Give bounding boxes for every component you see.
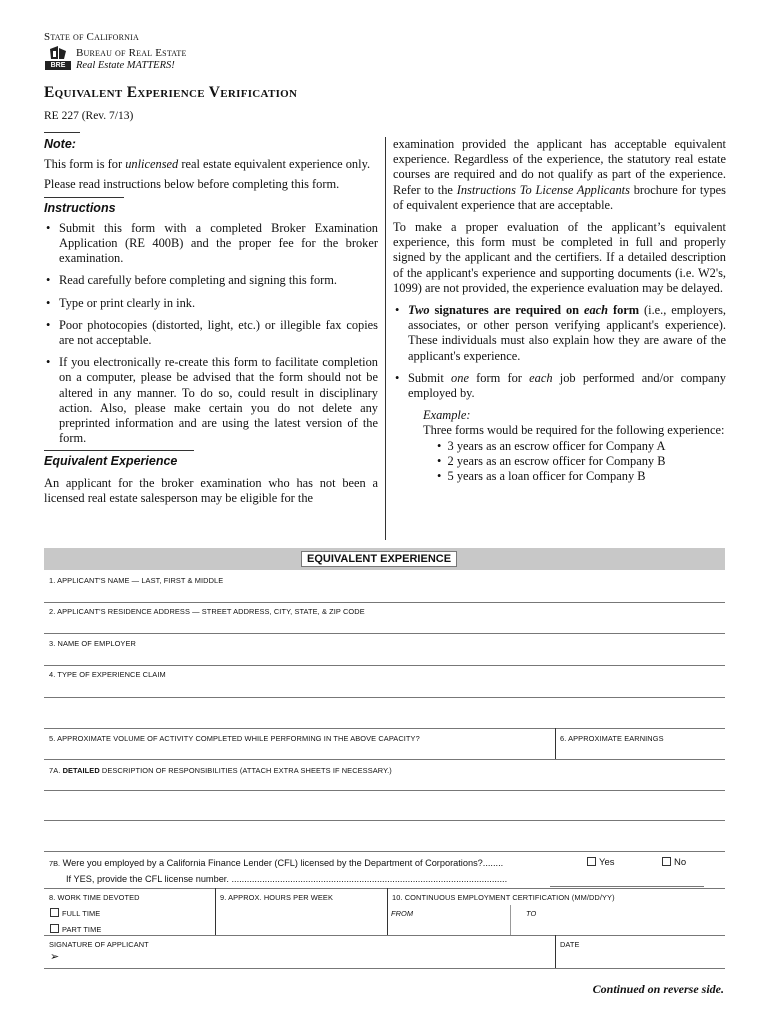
signature-field[interactable] bbox=[66, 950, 552, 966]
list-item: • 3 years as an escrow officer for Company A bbox=[437, 438, 666, 453]
list-item: • 5 years as a loan officer for Company B bbox=[437, 469, 646, 484]
left-column bbox=[44, 137, 378, 506]
to-label: TO bbox=[526, 909, 537, 918]
instructions-heading: Instructions bbox=[44, 200, 116, 215]
tagline: Real Estate MATTERS! bbox=[76, 60, 175, 71]
list-item: • Type or print clearly in ink. bbox=[44, 296, 378, 311]
bre-logo bbox=[44, 45, 72, 71]
residence-address-field[interactable] bbox=[44, 616, 725, 633]
applicant-name-field[interactable] bbox=[44, 585, 725, 602]
field-label-experience-claim: 4. TYPE OF EXPERIENCE CLAIM bbox=[49, 670, 166, 679]
experience-claim-field[interactable] bbox=[44, 679, 725, 727]
logo-text: BRE bbox=[50, 62, 66, 69]
field-label-applicant-name: 1. APPLICANT'S NAME — LAST, FIRST & MIDDLE bbox=[49, 576, 224, 585]
from-date-field[interactable] bbox=[389, 918, 508, 933]
example-block bbox=[393, 408, 726, 484]
full-time-checkbox[interactable]: FULL TIME bbox=[50, 908, 100, 918]
field-label-employment-certification: 10. CONTINUOUS EMPLOYMENT CERTIFICATION (MM/DD/YY) bbox=[392, 893, 615, 902]
example-text: Three forms would be required for the following experience: bbox=[423, 423, 725, 438]
eligibility-text: examination provided the applicant has acceptable equivalent experience. Regardless of the experience, the statutory real estate courses are required and do not qualify as part of the experience. Refer to the Instructions To License Applicants brochure for types of equivalent experience that are acceptable. bbox=[393, 137, 726, 212]
field-label-responsibilities: 7A. DETAILED DESCRIPTION OF RESPONSIBILITIES (ATTACH EXTRA SHEETS IF NECESSARY.) bbox=[49, 766, 392, 775]
date-field[interactable] bbox=[557, 950, 725, 966]
equivalent-experience-heading: Equivalent Experience bbox=[44, 454, 178, 469]
equivalent-experience-text: An applicant for the broker examination who has not been a licensed real estate salesperson may be eligible for the bbox=[44, 475, 378, 505]
field-label-residence-address: 2. APPLICANT'S RESIDENCE ADDRESS — STREET ADDRESS, CITY, STATE, & ZIP CODE bbox=[49, 607, 365, 616]
list-item: • 2 years as an escrow officer for Company B bbox=[437, 453, 666, 468]
signature-arrow-icon: ➢ bbox=[50, 951, 60, 963]
example-list bbox=[423, 439, 726, 485]
field-label-hours-per-week: 9. APPROX. HOURS PER WEEK bbox=[220, 893, 333, 902]
cfl-question: 7B. Were you employed by a California Finance Lender (CFL) licensed by the Department of Corporations?........ bbox=[49, 858, 504, 868]
field-label-signature: SIGNATURE OF APPLICANT bbox=[49, 940, 149, 949]
section-title: EQUIVALENT EXPERIENCE bbox=[301, 551, 457, 567]
continued-note: Continued on reverse side. bbox=[592, 982, 724, 996]
list-item: • Read carefully before completing and signing this form. bbox=[44, 273, 378, 288]
field-label-volume: 5. APPROXIMATE VOLUME OF ACTIVITY COMPLETED WHILE PERFORMING IN THE ABOVE CAPACITY? bbox=[49, 734, 420, 743]
from-label: FROM bbox=[391, 909, 414, 918]
employer-field[interactable] bbox=[44, 648, 725, 665]
field-label-earnings: 6. APPROXIMATE EARNINGS bbox=[560, 734, 664, 743]
list-item: • If you electronically re-create this form to facilitate completion on a computer, please be advised that the form should not be altered in any manner. To do so, could result in disciplinary action. Also, please make certain you do not delete any preprinted information and are using the latest version of the form. bbox=[44, 355, 378, 446]
responsibilities-field[interactable] bbox=[44, 775, 725, 850]
cfl-no-checkbox[interactable]: No bbox=[662, 857, 686, 868]
note-heading: Note: bbox=[44, 137, 76, 151]
list-item: • Two signatures are required on each form (i.e., employers, associates, or other person verifying applicant's experience). These individuals must also explain how they are aware of the applicant's experience. bbox=[393, 303, 726, 364]
list-item: • Submit this form with a completed Broker Examination Application (RE 400B) and the proper fee for the broker examination. bbox=[44, 221, 378, 267]
note-text: This form is for unlicensed real estate equivalent experience only. bbox=[44, 157, 371, 172]
hours-per-week-field[interactable] bbox=[217, 903, 385, 933]
field-label-work-time: 8. WORK TIME DEVOTED bbox=[49, 893, 140, 902]
note-read-instructions: Please read instructions below before completing this form. bbox=[44, 177, 340, 192]
instructions-list bbox=[44, 221, 378, 447]
cfl-yes-checkbox[interactable]: Yes bbox=[587, 857, 615, 868]
column-divider bbox=[385, 137, 386, 540]
part-time-checkbox[interactable]: PART TIME bbox=[50, 924, 101, 934]
form-title: Equivalent Experience Verification bbox=[44, 84, 298, 101]
state-name: State of California bbox=[44, 31, 140, 43]
earnings-field[interactable] bbox=[557, 743, 725, 759]
field-label-employer: 3. NAME OF EMPLOYER bbox=[49, 639, 136, 648]
divider bbox=[44, 132, 80, 133]
cfl-license-number-field[interactable] bbox=[550, 874, 704, 887]
volume-field[interactable] bbox=[44, 743, 553, 759]
form-number: RE 227 (Rev. 7/13) bbox=[44, 110, 134, 122]
evaluation-text: To make a proper evaluation of the applicant’s equivalent experience, this form must be completed in full and properly signed by the applicant and the certifiers. If a detailed description of the applicant's experience and supporting documents (i.e. W2's, 1099) are not provided, the experience evaluation may be delayed. bbox=[393, 220, 726, 295]
example-label: Example: bbox=[423, 408, 471, 423]
bureau-name: Bureau of Real Estate bbox=[76, 47, 187, 59]
list-item: • Submit one form for each job performed and/or company employed by. bbox=[393, 371, 726, 401]
list-item: • Poor photocopies (distorted, light, etc.) or illegible fax copies are not acceptable. bbox=[44, 318, 378, 348]
to-date-field[interactable] bbox=[512, 918, 725, 933]
right-column bbox=[393, 137, 726, 484]
cfl-license-prompt: If YES, provide the CFL license number. ............................................................................................................ bbox=[66, 874, 508, 884]
requirements-list bbox=[393, 303, 726, 401]
field-label-date: DATE bbox=[560, 940, 580, 949]
